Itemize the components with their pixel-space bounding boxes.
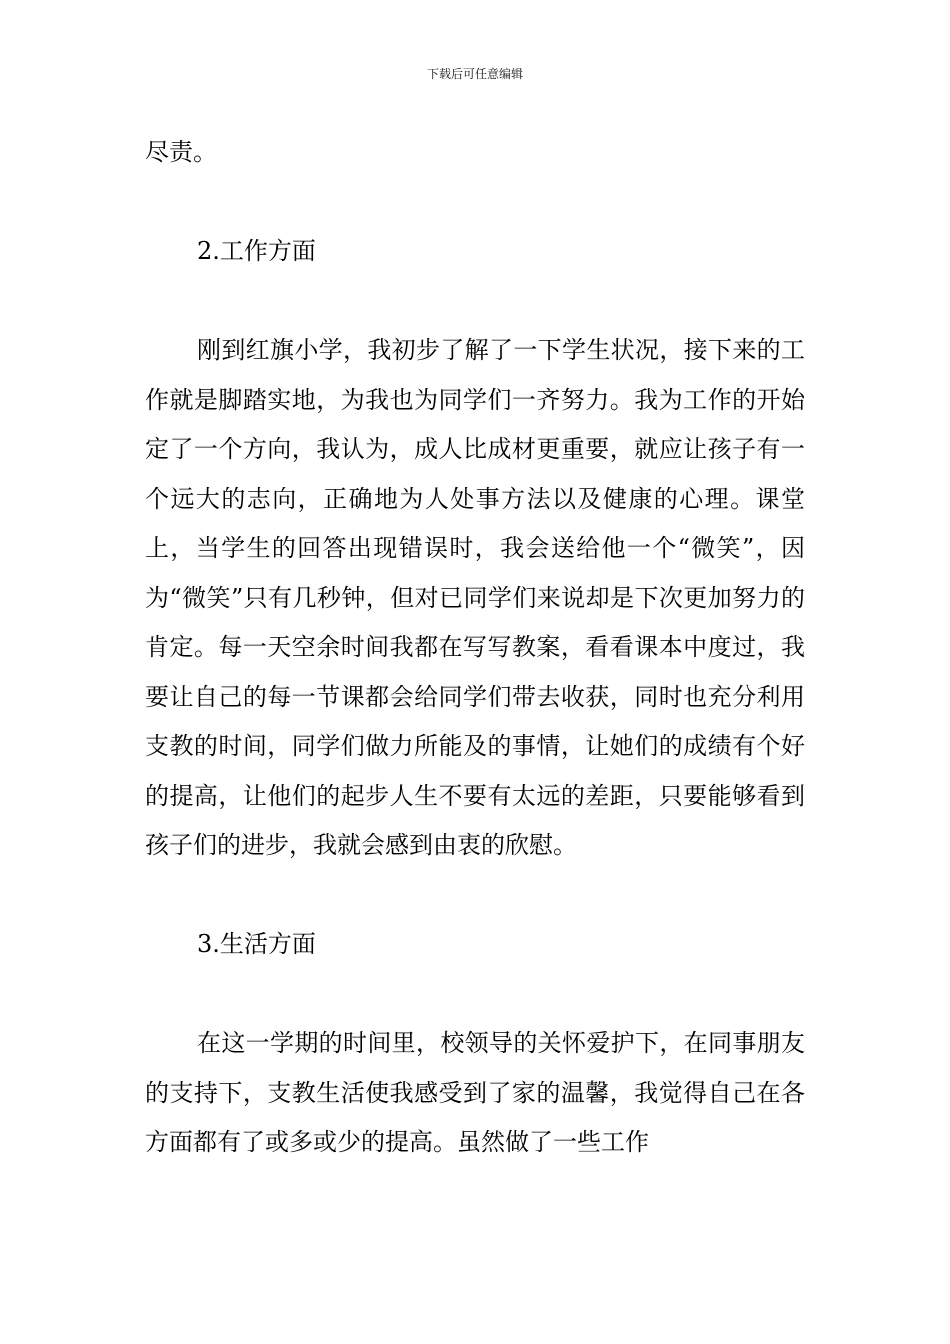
- paragraph-continuation: 尽责。: [145, 138, 217, 166]
- document-body: [145, 128, 805, 1168]
- page-header: 下载后可任意编辑: [426, 67, 523, 81]
- section-heading-work: 2.工作方面: [197, 237, 316, 265]
- paragraph-life: 在这一学期的时间里，校领导的关怀爱护下，在同事朋友的支持下，支教生活使我感受到了家的温馨，我觉得自己在各方面都有了或多或少的提高。虽然做了一些工作: [145, 1029, 805, 1156]
- section-heading-life: 3.生活方面: [197, 930, 316, 958]
- paragraph-work: 刚到红旗小学，我初步了解了一下学生状况，接下来的工作就是脚踏实地，为我也为同学们一齐努力。我为工作的开始定了一个方向，我认为，成人比成材更重要，就应让孩子有一个远大的志向，正确地为人处事方法以及健康的心理。课堂上，当学生的回答出现错误时，我会送给他一个“微笑”，因为“微笑”只有几秒钟，但对已同学们来说却是下次更加努力的肯定。每一天空余时间我都在写写教案，看看课本中度过，我要让自己的每一节课都会给同学们带去收获，同时也充分利用支教的时间，同学们做力所能及的事情，让她们的成绩有个好的提高，让他们的起步人生不要有太远的差距，只要能够看到孩子们的进步，我就会感到由衷的欣慰。: [145, 336, 805, 859]
